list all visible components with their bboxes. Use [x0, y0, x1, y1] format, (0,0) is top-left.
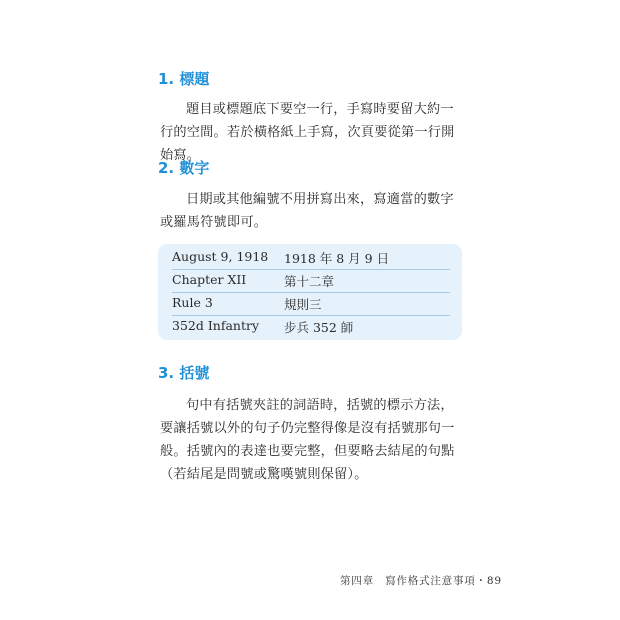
table-row	[172, 269, 450, 293]
table-cell-chinese: 1918 年 8 月 9 日	[284, 251, 390, 266]
table-cell-chinese: 第十二章	[284, 274, 335, 289]
table-cell-chinese: 步兵 352 師	[284, 320, 354, 335]
table-row	[172, 246, 450, 270]
section-heading-numbers: 2. 數字	[158, 159, 210, 177]
table-row	[172, 315, 450, 338]
table-cell-chinese: 規則三	[284, 297, 322, 312]
section-heading-titles: 1. 標題	[158, 70, 210, 88]
table-cell-english: August 9, 1918	[172, 249, 269, 264]
table-cell-english: 352d Infantry	[172, 318, 260, 333]
page-footer: 第四章 寫作格式注意事項・89	[340, 575, 502, 587]
table-cell-english: Chapter XII	[172, 272, 247, 287]
table-row	[172, 292, 450, 316]
section-paragraph-titles: 題目或標題底下要空一行，手寫時要留大約一行的空間。若於橫格紙上手寫，次頁要從第一行開始寫。	[160, 102, 455, 163]
section-paragraph-numbers: 日期或其他編號不用拼寫出來，寫適當的數字或羅馬符號即可。	[160, 192, 454, 230]
section-paragraph-parentheses: 句中有括號夾註的詞語時，括號的標示方法，要讓括號以外的句子仍完整得像是沒有括號那句一般。括號內的表達也要完整，但要略去結尾的句點（若結尾是問號或驚嘆號則保留）。	[160, 398, 455, 482]
table-cell-english: Rule 3	[172, 295, 213, 310]
examples-table	[158, 244, 462, 340]
section-heading-parentheses: 3. 括號	[158, 364, 210, 382]
